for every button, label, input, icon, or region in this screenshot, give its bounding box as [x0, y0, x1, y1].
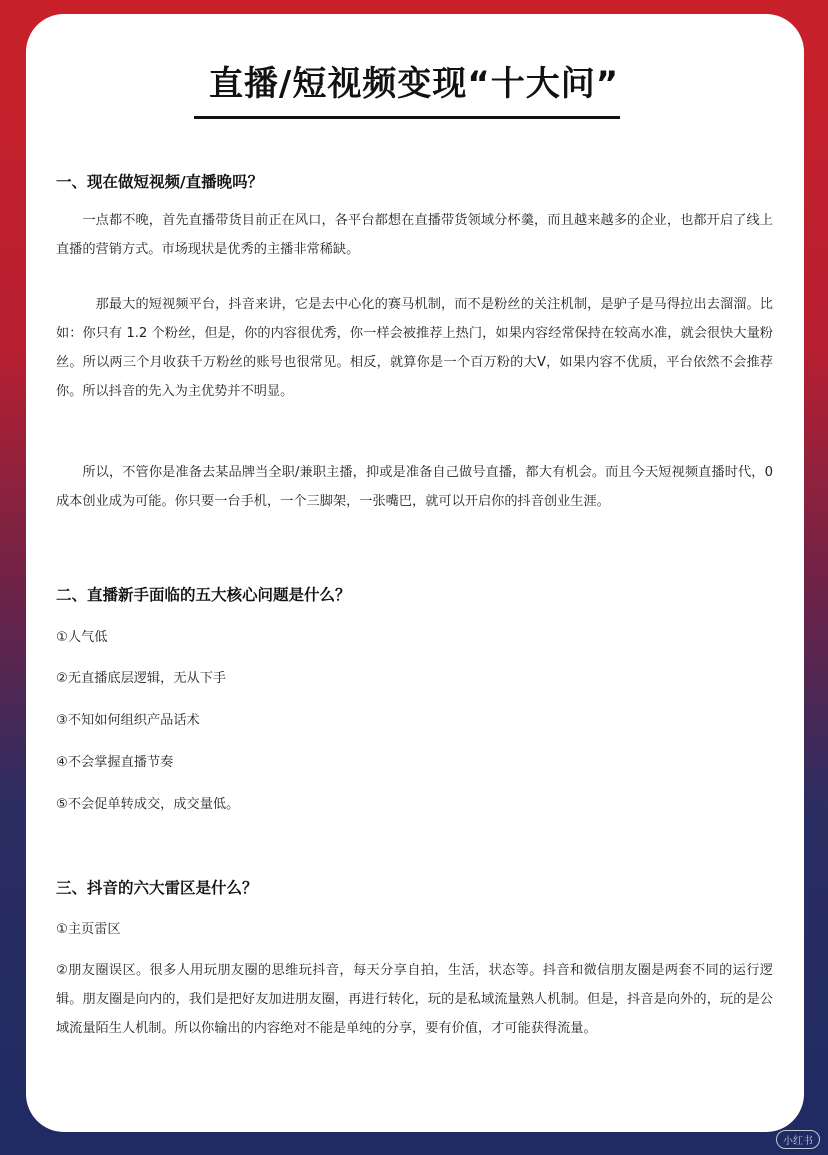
page-title: 直播/短视频变现“十大问”: [208, 64, 620, 104]
list-item: ②无直播底层逻辑，无从下手: [56, 671, 227, 686]
title-underline: [194, 116, 620, 119]
list-item: ④不会掌握直播节奏: [56, 755, 174, 770]
section-3-paragraph: ②朋友圈误区。很多人用玩朋友圈的思维玩抖音，每天分享自拍，生活，状态等。抖音和微信朋友圈是两套不同的运行逻辑。朋友圈是向内的，我们是把好友加进朋友圈，再进行转化，玩的是私域流量熟人机制。但是，抖音是向外的，玩的是公域流量陌生人机制。所以你输出的内容绝对不能是单纯的分享，要有价值，才可能获得流量。: [56, 963, 773, 1036]
section-1-paragraph-3: 所以，不管你是准备去某品牌当全职/兼职主播，抑或是准备自己做号直播，都大有机会。而且今天短视频直播时代，0成本创业成为可能。你只要一台手机，一个三脚架，一张嘴巴，就可以开启你的抖音创业生涯。: [56, 465, 773, 509]
list-item: ③不知如何组织产品话术: [56, 713, 200, 728]
list-item: ①主页雷区: [56, 922, 121, 937]
list-item: ⑤不会促单转成交，成交量低。: [56, 797, 240, 812]
watermark-badge: 小红书: [776, 1130, 820, 1149]
section-1-paragraph-1: 一点都不晚，首先直播带货目前正在风口，各平台都想在直播带货领域分杯羹，而且越来越多的企业，也都开启了线上直播的营销方式。市场现状是优秀的主播非常稀缺。: [56, 213, 773, 257]
section-2-heading: 二、直播新手面临的五大核心问题是什么？: [56, 586, 351, 604]
section-1-paragraph-2: 那最大的短视频平台，抖音来讲，它是去中心化的赛马机制，而不是粉丝的关注机制，是驴子是马得拉出去溜溜。比如：你只有 1.2 个粉丝，但是，你的内容很优秀，你一样会被推荐上热门，如果内容经常保持在较高水准，就会很快大量粉丝。所以两三个月收获千万粉丝的账号也很常见。相反，就算你是一个百万粉的大V，如果内容不优质，平台依然不会推荐你。所以抖音的先入为主优势并不明显。: [56, 297, 773, 399]
section-1-heading: 一、现在做短视频/直播晚吗？: [56, 173, 264, 191]
list-item: ①人气低: [56, 630, 108, 645]
section-3-heading: 三、抖音的六大雷区是什么？: [56, 879, 258, 897]
